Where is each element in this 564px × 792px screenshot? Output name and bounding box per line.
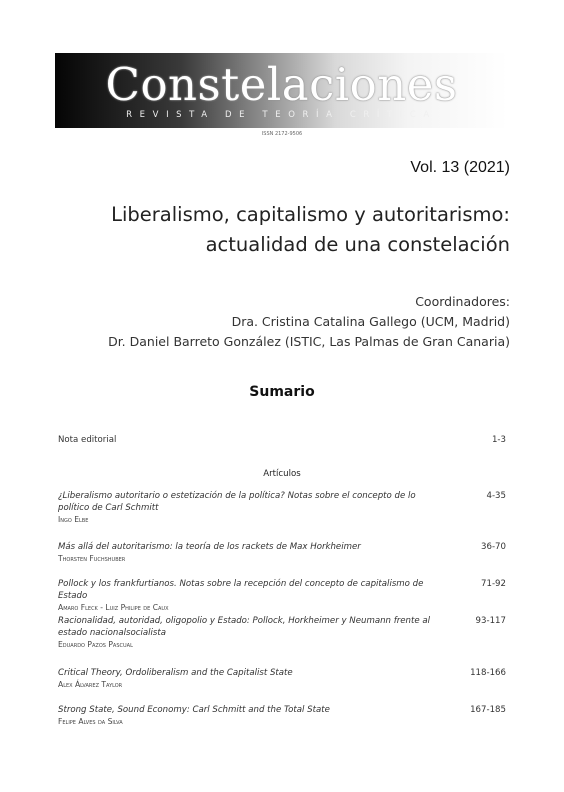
issue-title-line-1: Liberalismo, capitalismo y autoritarismo:: [111, 203, 510, 226]
toc-entry-author: Alex Álvarez Taylor: [58, 680, 123, 689]
coordinator-name: Dr. Daniel Barreto González (ISTIC, Las Palmas de Gran Canaria): [108, 334, 510, 349]
toc-entry-pages: 167-185: [470, 705, 506, 715]
journal-subtitle: REVISTA DE TEORÍA CRÍTICA: [126, 110, 437, 120]
toc-entry-title: Strong State, Sound Economy: Carl Schmitt and the Total State: [58, 705, 330, 715]
summary-heading: Sumario: [249, 384, 315, 400]
toc-entry-pages: 4-35: [486, 491, 506, 501]
toc-entry-title: Pollock y los frankfurtianos. Notas sobre la recepción del concepto de capitalismo de Estado: [58, 579, 424, 601]
toc-entry-editorial: [58, 434, 506, 446]
issue-title: [50, 200, 510, 260]
issn: ISSN 2172-9506: [261, 131, 303, 137]
coordinators-label: Coordinadores:: [415, 294, 510, 309]
toc-entry: [58, 667, 506, 690]
toc-entry-author: Amaro Fleck - Luiz Philipe de Caux: [58, 603, 169, 612]
coordinator-name: Dra. Cristina Catalina Gallego (UCM, Madrid): [231, 314, 510, 329]
toc-entry-author: Thorsten Fuchshuber: [58, 554, 126, 563]
toc-entry-pages: 118-166: [470, 668, 506, 678]
toc-entry-title: ¿Liberalismo autoritario o estetización de la política? Notas sobre el concepto de lo político de Carl Schmitt: [58, 491, 416, 513]
toc-entry-title: Nota editorial: [58, 435, 117, 445]
coordinators: [30, 292, 510, 352]
toc-entry-pages: 93-117: [475, 616, 506, 626]
journal-name: Constelaciones: [105, 58, 458, 111]
toc-entry-author: Eduardo Pazos Pascual: [58, 640, 133, 649]
journal-banner: [55, 53, 508, 128]
toc-entry-title: Racionalidad, autoridad, oligopolio y Estado: Pollock, Horkheimer y Neumann frente al estado nacionalsocialista: [58, 616, 431, 638]
toc-entry: [58, 490, 506, 525]
toc-entry: [58, 578, 506, 613]
toc-entry: [58, 704, 506, 727]
issue-title-line-2: actualidad de una constelación: [205, 233, 510, 256]
toc-entry: [58, 541, 506, 564]
toc-entry-pages: 1-3: [491, 435, 506, 445]
toc-entry-author: Ingo Elbe: [58, 515, 89, 524]
volume-label: Vol. 13 (2021): [410, 159, 510, 176]
toc-entry-author: Felipe Alves da Silva: [58, 717, 123, 726]
toc-entry-title: Más allá del autoritarismo: la teoría de los rackets de Max Horkheimer: [58, 542, 361, 552]
toc-entry-title: Critical Theory, Ordoliberalism and the Capitalist State: [58, 668, 293, 678]
articles-section-label: Artículos: [263, 469, 301, 479]
toc-entry: [58, 615, 506, 650]
toc-entry-pages: 36-70: [481, 542, 506, 552]
toc-entry-pages: 71-92: [481, 579, 506, 589]
